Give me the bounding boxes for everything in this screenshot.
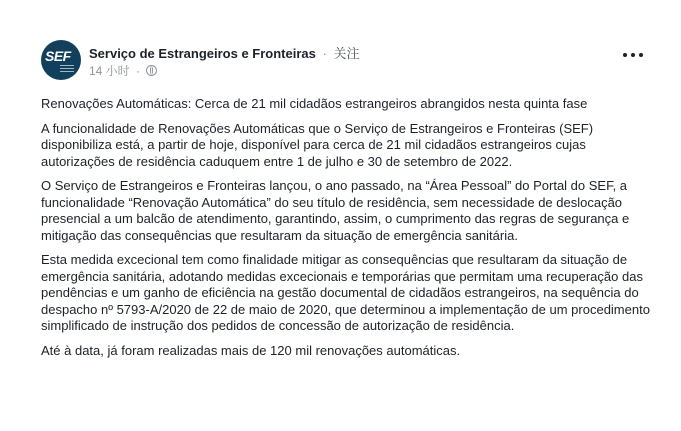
- meta-separator-dot: ·: [136, 64, 141, 78]
- post-paragraph: O Serviço de Estrangeiros e Fronteiras lançou, o ano passado, na “Área Pessoal” do Portal do SEF, a funcionalidade “Renovação Automática” do seu título de residência, sem necessidade de deslocação presencial a um balcão de atendimento, garantindo, assim, o cumprimento das regras de segurança e mitigação das consequências que resultaram da situação de emergência sanitária.: [41, 178, 630, 243]
- avatar-logo-text: SEF: [45, 48, 71, 64]
- separator-dot: ·: [322, 46, 327, 61]
- follow-button[interactable]: 关注: [333, 46, 360, 61]
- post-paragraph: A funcionalidade de Renovações Automáticas que o Serviço de Estrangeiros e Fronteiras (SEF) disponibiliza está, a partir de hoje, disponível para cerca de 21 mil cidadãos estrangeiros cujas autorizações de residência caduquem entre 1 de julho e 30 de setembro de 2022.: [41, 120, 594, 169]
- post-header: [41, 40, 657, 80]
- post-meta: [89, 62, 157, 79]
- page-name-link[interactable]: Serviço de Estrangeiros e Fronteiras: [89, 46, 316, 61]
- post-paragraph: Esta medida excecional tem como finalidade mitigar as consequências que resultaram da situação de emergência sanitária, adotando medidas excecionais e temporárias que permitam uma recuperação das pendências e um ganho de eficiência na gestão documental de cidadãos estrangeiros, na sequência do despacho nº 5793-A/2020 de 22 de maio de 2020, que determinou a implementação de um procedimento simplificado de instrução dos pedidos de concessão de autorização de residência.: [41, 252, 650, 333]
- page-name-line: [89, 43, 359, 62]
- timestamp-link[interactable]: 14 小时: [89, 64, 130, 78]
- post-title: Renovações Automáticas: Cerca de 21 mil cidadãos estrangeiros abrangidos nesta quinta fase: [41, 96, 588, 111]
- avatar-logo-lines: [60, 65, 74, 74]
- post-paragraph: Até à data, já foram realizadas mais de 120 mil renovações automáticas.: [41, 342, 461, 358]
- avatar[interactable]: [41, 40, 81, 80]
- more-options-icon[interactable]: [623, 49, 643, 61]
- post-body: [41, 96, 661, 367]
- globe-icon[interactable]: [146, 65, 157, 76]
